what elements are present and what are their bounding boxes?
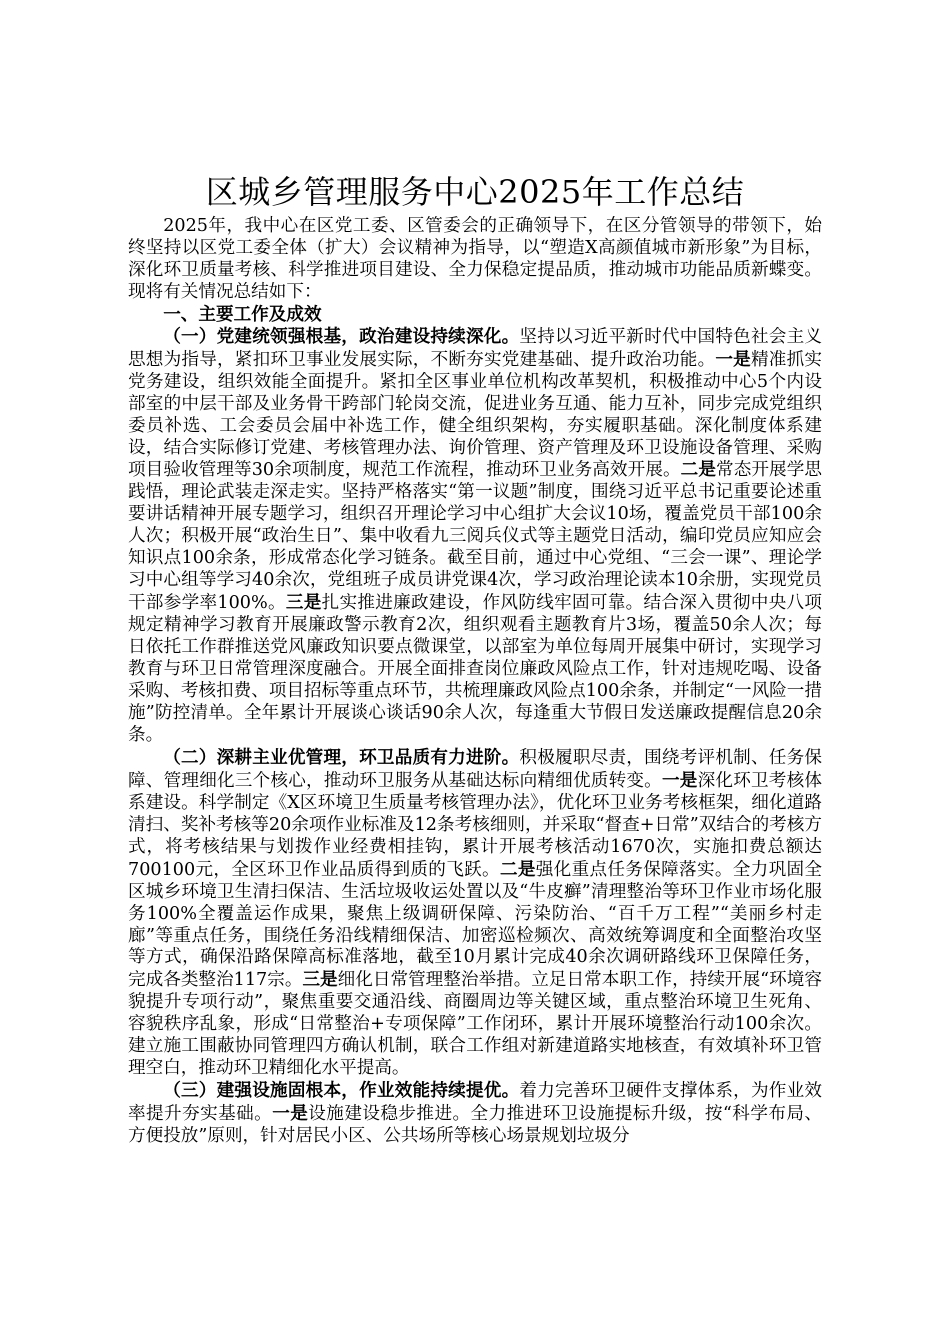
point-marker: 一是 [715, 348, 751, 370]
point-marker: 三是 [302, 969, 338, 991]
subheading-facilities: （三）建强设施固根本，作业效能持续提优。 [163, 1080, 520, 1102]
intro-paragraph: 2025年，我中心在区党工委、区管委会的正确领导下，在区分管领导的带领下，始终坚持以区党工委全体（扩大）会议精神为指导，以“塑造X高颜值城市新形象”为目标，深化环卫质量考核、科学推进项目建设、全力保稳定提品质，推动城市功能品质新蝶变。现将有关情况总结如下： [128, 216, 822, 302]
document-body [128, 172, 822, 1148]
document-title: 区城乡管理服务中心2025年工作总结 [205, 173, 745, 211]
paragraph-party-building [128, 326, 822, 747]
paragraph-text: 着力完善环卫硬件支撑体系，为作业效率提升夯实基础。 [128, 1081, 822, 1125]
subheading-party-building: （一）党建统领强根基，政治建设持续深化。 [163, 325, 520, 347]
paragraph-text: 深化环卫考核体系建设。科学制定《X区环境卫生质量考核管理办法》，优化环卫业务考核框架，细化道路清扫、奖补考核等20余项作业标准及12条考核细则，并采取“督查+日常”双结合的考核方式，将考核结果与划拨作业经费相挂钩，累计开展考核活动1670次，实施扣费总额达700100元，全区环卫作业品质得到质的飞跃。 [128, 770, 822, 880]
paragraph-facilities [128, 1080, 822, 1148]
paragraph-text: 扎实推进廉政建设，作风防线牢固可靠。结合深入贯彻中央八项规定精神学习教育开展廉政警示教育2次，组织观看主题教育片3场，覆盖50余人次；每日依托工作群推送党风廉政知识要点微课堂，以部室为单位每周开展集中研讨，实现学习教育与环卫日常管理深度融合。开展全面排查岗位廉政风险点工作，针对违规吃喝、设备采购、考核扣费、项目招标等重点环节，共梳理廉政风险点100余条，并制定“一风险一措施”防控清单。全年累计开展谈心谈话90余人次，每逢重大节假日发送廉政提醒信息20余条。 [128, 593, 822, 745]
paragraph-text: 设施建设稳步推进。全力推进环卫设施提标升级，按“科学布局、方便投放”原则，针对居民小区、公共场所等核心场景规划垃圾分 [128, 1104, 822, 1147]
paragraph-text: 强化重点任务保障落实。全力巩固全区城乡环境卫生清扫保洁、生活垃圾收运处置以及“牛皮癣”清理整治等环卫作业市场化服务100%全覆盖运作成果，聚焦上级调研保障、污染防治、“百千万工程”“美丽乡村走廊”等重点任务，围绕任务沿线精细保洁、加密巡检频次、高效统筹调度和全面整治攻坚等方式，确保沿路保障高标准落地，截至10月累计完成40余次调研路线环卫保障任务，完成各类整治117宗。 [128, 859, 822, 991]
section-heading-main-work: 一、主要工作及成效 [163, 303, 322, 325]
point-marker: 一是 [661, 769, 698, 791]
point-marker: 三是 [285, 592, 322, 614]
subheading-sanitation-management: （二）深耕主业优管理，环卫品质有力进阶。 [163, 746, 520, 768]
point-marker: 一是 [272, 1103, 309, 1125]
paragraph-text: 坚持以习近平新时代中国特色社会主义思想为指导，紧扣环卫事业发展实际，不断夯实党建基础、提升政治功能。 [128, 326, 822, 370]
point-marker: 二是 [680, 459, 717, 481]
paragraph-text: 精准抓实党务建设，组织效能全面提升。紧扣全区事业单位机构改革契机，积极推动中心5个内设部室的中层干部及业务骨干跨部门轮岗交流，促进业务互通、能力互补，同步完成党组织委员补选、工会委员会届中补选工作，健全组织架构，夯实履职基础。深化制度体系建设，结合实际修订党建、考核管理办法、询价管理、资产管理及环卫设施设备管理、采购项目验收管理等30余项制度，规范工作流程，推动环卫业务高效开展。 [128, 349, 822, 481]
paragraph-text: 细化日常管理整治举措。立足日常本职工作，持续开展“环境容貌提升专项行动”，聚焦重要交通沿线、商圈周边等关键区域，重点整治环境卫生死角、容貌秩序乱象，形成“日常整治+专项保障”工作闭环，累计开展环境整治行动100余次。建立施工围蔽协同管理四方确认机制，联合工作组对新建道路实地核查，有效填补环卫管理空白，推动环卫精细化水平提高。 [128, 970, 822, 1079]
paragraph-text: 常态开展学思践悟，理论武装走深走实。坚持严格落实“第一议题”制度，围绕习近平总书记重要论述重要讲话精神开展专题学习，组织召开理论学习中心组扩大会议10场，覆盖党员干部100余人次；积极开展“政治生日”、集中收看九三阅兵仪式等主题党日活动，编印党员应知应会知识点100余条，形成常态化学习链条。截至目前，通过中心党组、“三会一课”、理论学习中心组等学习40余次，党组班子成员讲党课4次，学习政治理论读本10余册，实现党员干部参学率100%。 [128, 460, 822, 614]
paragraph-text: 积极履职尽责，围绕考评机制、任务保障、管理细化三个核心，推动环卫服务从基础达标向精细优质转变。 [128, 747, 822, 791]
paragraph-sanitation-management [128, 747, 822, 1080]
point-marker: 二是 [499, 858, 536, 880]
